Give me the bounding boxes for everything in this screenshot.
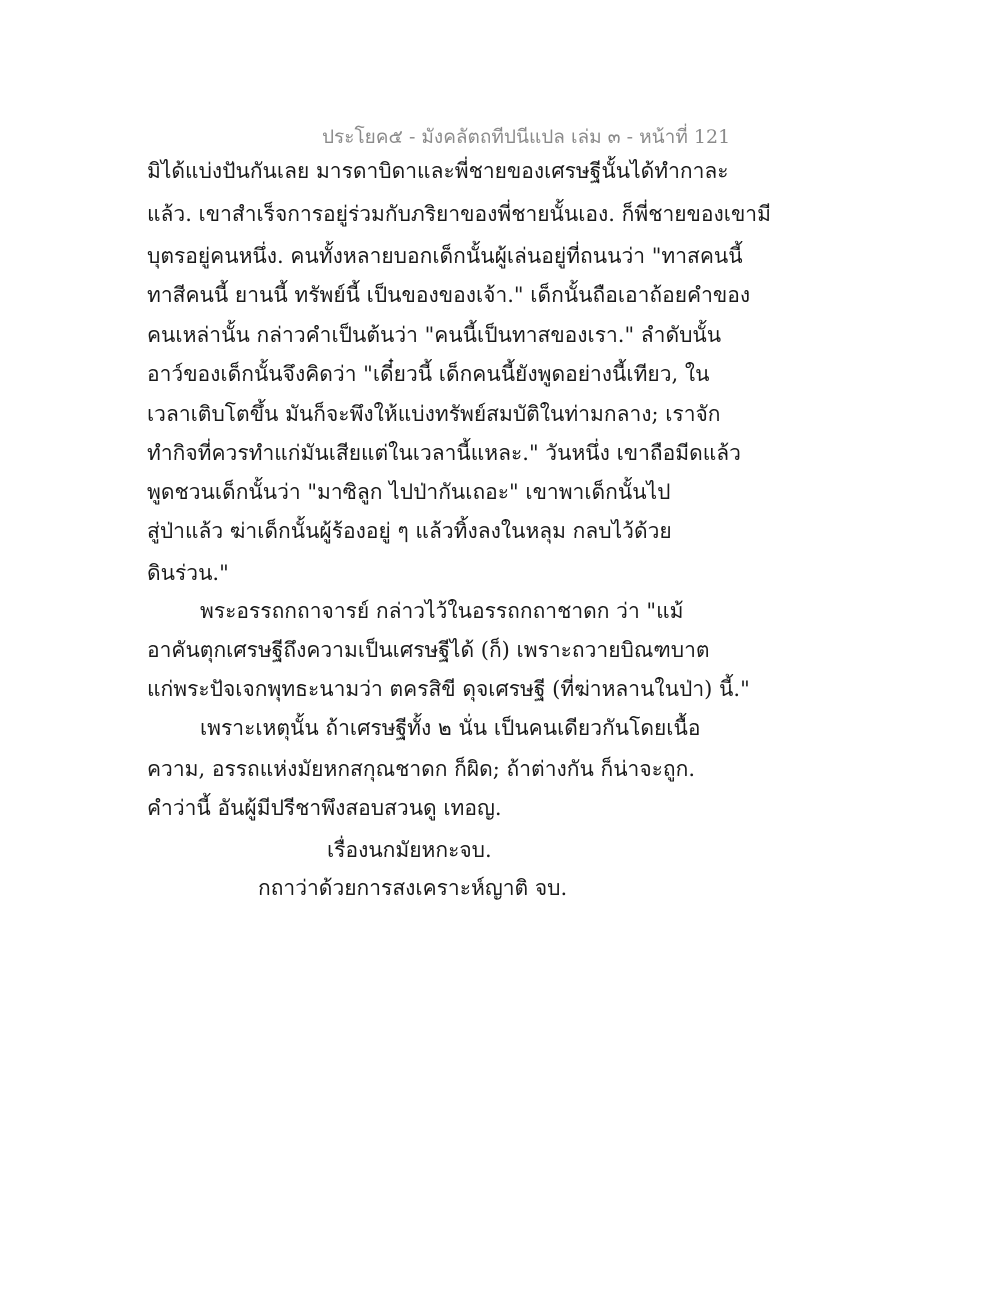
paragraph-first-line: พระอรรถกถาจารย์ กล่าวไว้ในอรรถกถาชาดก ว่า "แม้: [200, 599, 684, 623]
body-line: ดินร่วน.": [147, 561, 229, 585]
body-line: เวลาเติบโตขึ้น มันก็จะพึงให้แบ่งทรัพย์สมบัติในท่ามกลาง; เราจัก: [147, 402, 721, 426]
body-line: คนเหล่านั้น กล่าวคำเป็นต้นว่า "คนนี้เป็นทาสของเรา." ลำดับนั้น: [147, 323, 722, 347]
body-line: ทำกิจที่ควรทำแก่มันเสียแต่ในเวลานี้แหละ." วันหนึ่ง เขาถือมีดแล้ว: [147, 441, 741, 465]
story-end-line: เรื่องนกมัยหกะจบ.: [327, 838, 492, 862]
body-line: แล้ว. เขาสำเร็จการอยู่ร่วมกับภริยาของพี่ชายนั้นเอง. ก็พี่ชายของเขามี: [147, 202, 771, 226]
body-line: บุตรอยู่คนหนึ่ง. คนทั้งหลายบอกเด็กนั้นผู้เล่นอยู่ที่ถนนว่า "ทาสคนนี้: [147, 244, 743, 268]
chapter-end-line: กถาว่าด้วยการสงเคราะห์ญาติ จบ.: [258, 876, 568, 900]
paragraph-first-line: เพราะเหตุนั้น ถ้าเศรษฐีทั้ง ๒ นั่น เป็นคนเดียวกันโดยเนื้อ: [200, 716, 701, 740]
body-line: มิได้แบ่งปันกันเลย มารดาบิดาและพี่ชายของเศรษฐีนั้นได้ทำกาละ: [147, 159, 729, 183]
body-line: แก่พระปัจเจกพุทธะนามว่า ตครสิขี ดุจเศรษฐี (ที่ฆ่าหลานในป่า) นี้.": [147, 677, 750, 701]
running-header: ประโยค๕ - มังคลัตถทีปนีแปล เล่ม ๓ - หน้าที่ 121: [322, 126, 731, 148]
body-line: พูดชวนเด็กนั้นว่า "มาซิลูก ไปป่ากันเถอะ" เขาพาเด็กนั้นไป: [147, 480, 671, 504]
body-line: อาคันตุกเศรษฐีถึงความเป็นเศรษฐีได้ (ก็) เพราะถวายบิณฑบาต: [147, 638, 710, 662]
body-line: ความ, อรรถแห่งมัยหกสกุณชาดก ก็ผิด; ถ้าต่างกัน ก็น่าจะถูก.: [147, 757, 696, 781]
body-line: อาว์ของเด็กนั้นจึงคิดว่า "เดี๋ยวนี้ เด็กคนนี้ยังพูดอย่างนี้เทียว, ใน: [147, 362, 710, 386]
body-line: สู่ป่าแล้ว ฆ่าเด็กนั้นผู้ร้องอยู่ ๆ แล้วทิ้งลงในหลุม กลบไว้ด้วย: [147, 519, 672, 543]
body-line: ทาสีคนนี้ ยานนี้ ทรัพย์นี้ เป็นของของเจ้า." เด็กนั้นถือเอาถ้อยคำของ: [147, 283, 751, 307]
body-line: คำว่านี้ อันผู้มีปรีชาพึงสอบสวนดู เทอญ.: [147, 796, 502, 820]
